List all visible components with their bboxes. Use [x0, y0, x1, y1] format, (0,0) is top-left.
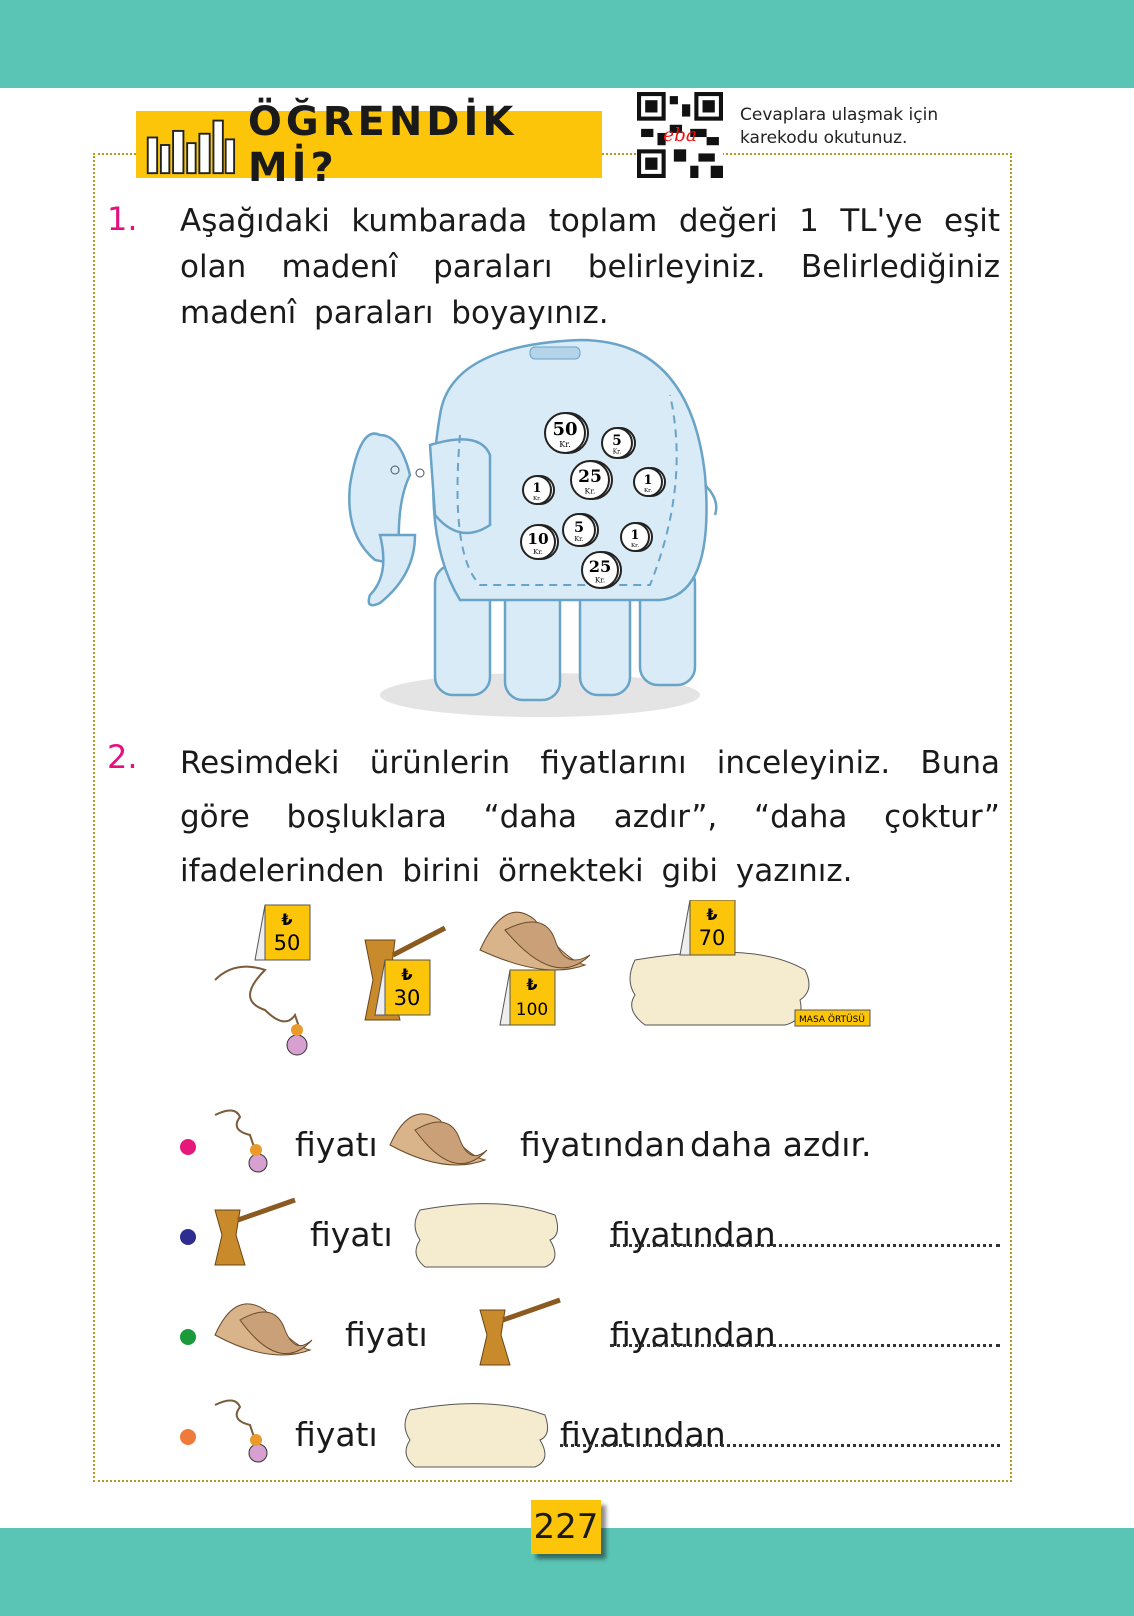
qr-text-line: Cevaplara ulaşmak için	[740, 105, 939, 125]
price-tag	[255, 905, 310, 960]
coin[interactable]	[521, 525, 558, 559]
price: 70	[698, 926, 726, 950]
qr-text-line: karekodu okutunuz.	[740, 128, 908, 148]
tablecloth-icon	[410, 1195, 565, 1283]
coin-value: 25	[588, 557, 612, 576]
coin-unit: Kr.	[532, 495, 542, 502]
coin-unit: Kr.	[594, 575, 606, 585]
coffee-pot-icon	[475, 1295, 565, 1378]
word-price-from: fiyatından	[520, 1125, 686, 1164]
bullet-icon	[180, 1139, 196, 1155]
slippers-icon	[210, 1295, 315, 1378]
bullet-icon	[180, 1329, 196, 1345]
necklace-icon	[210, 1105, 280, 1183]
coin-value: 5	[612, 433, 622, 449]
price: 100	[515, 1000, 549, 1020]
slippers-icon	[385, 1105, 490, 1188]
word-price: fiyatı	[295, 1125, 378, 1164]
coin-value: 1	[532, 480, 542, 495]
comparison-row	[170, 1195, 1000, 1275]
word-price: fiyatı	[295, 1415, 378, 1454]
tablecloth-label: MASA ÖRTÜSÜ	[799, 1015, 865, 1025]
coin[interactable]	[621, 523, 652, 551]
coin[interactable]	[571, 461, 612, 499]
tablecloth-icon	[400, 1395, 555, 1483]
currency-symbol: ₺	[281, 910, 293, 929]
section-title	[136, 98, 602, 191]
currency-symbol: ₺	[401, 965, 413, 984]
eba-logo: eba	[663, 125, 697, 147]
coin-unit: Kr.	[630, 542, 640, 549]
necklace-icon	[210, 1395, 280, 1473]
coin-value: 1	[643, 472, 653, 487]
price-tag	[500, 970, 555, 1025]
question-number: 2.	[107, 738, 138, 776]
word-price-from: fiyatından	[610, 1215, 776, 1254]
coin-value: 1	[630, 527, 640, 542]
price-tag	[375, 960, 430, 1015]
coffee-pot-icon	[210, 1195, 300, 1278]
raised-hands-icon	[144, 115, 238, 175]
word-price-from: fiyatından	[610, 1315, 776, 1354]
page-number: 227	[531, 1500, 601, 1554]
answer-blank[interactable]	[610, 1317, 1000, 1347]
coin[interactable]	[523, 476, 554, 504]
products-with-prices	[205, 900, 905, 1060]
example-answer: daha azdır.	[690, 1125, 872, 1164]
coin[interactable]	[563, 514, 598, 546]
comparison-row	[170, 1295, 1000, 1375]
title-text: ÖĞRENDİK Mİ?	[247, 98, 518, 191]
comparison-row	[170, 1105, 1000, 1185]
answer-blank[interactable]	[610, 1217, 1000, 1247]
question-text: Aşağıdaki kumbarada toplam değeri 1 TL'ye eşit olan madenî paraları belirleyiniz. Belirlediğiniz madenî paraları boyayınız.	[180, 203, 1000, 331]
question-text: Resimdeki ürünlerin fiyatlarını inceleyiniz. Buna göre boşluklara “daha azdır”, “daha çoktur” ifadelerinden birini örnekteki gibi yazınız.	[180, 745, 1000, 889]
coin-value: 5	[573, 519, 585, 536]
qr-instructions	[740, 104, 938, 150]
question-number: 1.	[107, 200, 138, 238]
coin-unit: Kr.	[574, 535, 584, 544]
coin-value: 50	[552, 419, 578, 440]
top-band	[0, 0, 1134, 88]
coin-value: 10	[527, 530, 549, 548]
elephant-piggy-bank	[340, 335, 760, 725]
bullet-icon	[180, 1229, 196, 1245]
price: 30	[393, 986, 421, 1010]
coin-unit: Kr.	[533, 547, 543, 556]
price-tag	[680, 900, 735, 955]
currency-symbol: ₺	[526, 975, 538, 994]
word-price-from: fiyatından	[560, 1415, 726, 1454]
coin[interactable]	[582, 552, 621, 588]
tablecloth-icon	[630, 952, 870, 1026]
coin-unit: Kr.	[584, 486, 596, 496]
price: 50	[273, 931, 301, 955]
qr-code[interactable]	[637, 92, 723, 178]
word-price: fiyatı	[345, 1315, 428, 1354]
coin-unit: Kr.	[612, 448, 622, 456]
coin-unit: Kr.	[643, 487, 653, 494]
bullet-icon	[180, 1429, 196, 1445]
currency-symbol: ₺	[706, 905, 718, 924]
coin[interactable]	[545, 413, 588, 453]
word-price: fiyatı	[310, 1215, 393, 1254]
coin[interactable]	[634, 468, 665, 496]
answer-blank[interactable]	[560, 1417, 1000, 1447]
coin-unit: Kr.	[559, 440, 571, 449]
coin-value: 25	[578, 467, 602, 487]
comparison-row	[170, 1395, 1000, 1475]
coin[interactable]	[602, 428, 635, 458]
slippers-icon	[480, 912, 590, 970]
necklace-icon	[215, 967, 307, 1055]
